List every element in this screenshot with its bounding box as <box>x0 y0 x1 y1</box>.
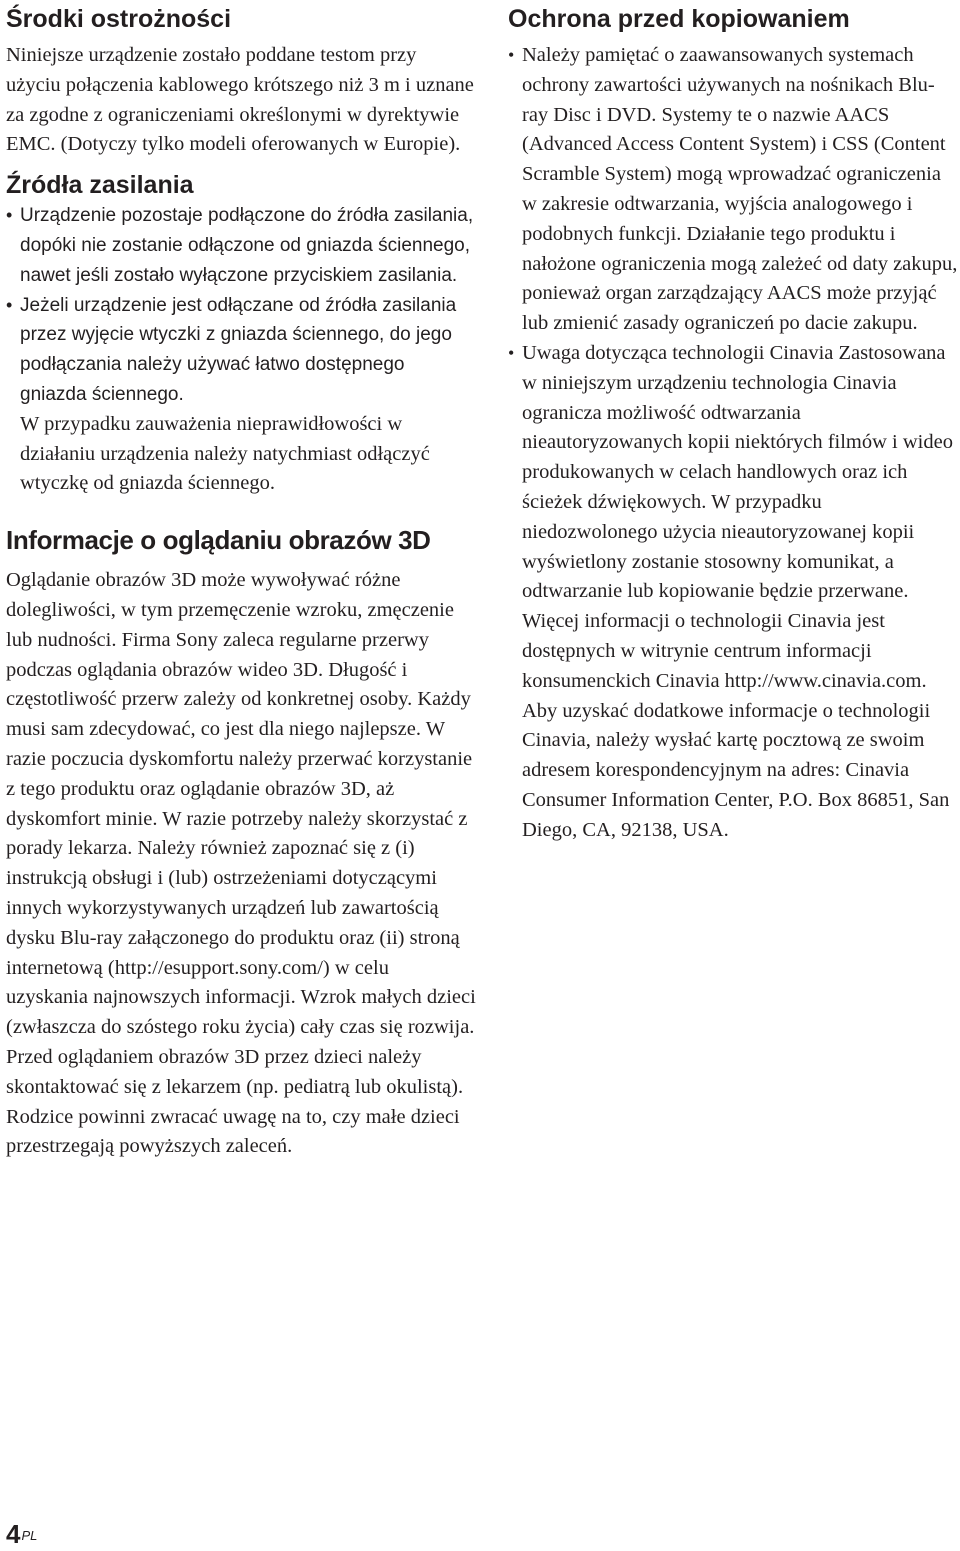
3d-viewing-text: Oglądanie obrazów 3D może wywoływać różne dolegliwości, w tym przemęczenie wzroku, zmęczenie lub nudności. Firma Sony zaleca regularne przerwy podczas oglądania obrazów wideo 3D. Długość i częstotliwość przerw zależy od konkretnej osoby. Każdy musi sam zdecydować, co jest dla niego najlepsze. W razie poczucia dyskomfortu należy przerwać korzystanie z tego produktu oraz oglądanie obrazów 3D, aż dyskomfort minie. W razie potrzeby należy skorzystać z porady lekarza. Należy również zapoznać się z (i) instrukcją obsługi i (lub) ostrzeżeniami dotyczącymi innych wykorzystywanych urządzeń lub zawartością dysku Blu-ray załączonego do produktu oraz (ii) stroną internetową (http://esupport.sony.com/) w celu uzyskania najnowszych informacji. Wzrok małych dzieci (zwłaszcza do szóstego roku życia) cały czas się rozwija. Przed oglądaniem obrazów 3D przez dzieci należy skontaktować się z lekarzem (np. pediatrą lub okulistą). Rodzice powinni zwracać uwagę na to, czy małe dzieci przestrzegają powyższych zaleceń. <box>6 569 476 1158</box>
list-item: • Jeżeli urządzenie jest odłączane od źródła zasilania przez wyjęcie wtyczki z gniazda ściennego, do jego podłączania należy używać łatwo dostępnego gniazda ściennego. <box>6 291 476 410</box>
power-sources-note: W przypadku zauważenia nieprawidłowości w działaniu urządzenia należy natychmiast odłączyć wtyczkę od gniazda ściennego. <box>20 412 430 495</box>
precautions-text: Niniejsze urządzenie zostało poddane testom przy użyciu połączenia kablowego krótszego niż 3 m i uznane za zgodne z ograniczeniami określonymi w dyrektywie EMC. (Dotyczy tylko modeli oferowanych w Europie). <box>6 44 474 156</box>
left-column <box>6 0 476 1162</box>
list-item: • Należy pamiętać o zaawansowanych systemach ochrony zawartości używanych na nośnikach Blu-ray Disc i DVD. Systemy te o nazwie AACS (Advanced Access Content System) i CSS (Content Scramble System) mogą wprowadzać ograniczenia w zakresie odtwarzania, wyjścia analogowego i podobnych funkcji. Działanie tego produktu i nałożone ograniczenia mogą zależeć od daty zakupu, ponieważ organ zarządzający AACS może przyjąć lub zmienić zasady ograniczeń po dacie zakupu. <box>508 41 958 339</box>
page-number <box>6 1520 37 1548</box>
cinavia-info-text: Więcej informacji o technologii Cinavia jest dostępnych w witrynie centrum informacji konsumenckich Cinavia http://www.cinavia.com. Aby uzyskać dodatkowe informacje o technologii Cinavia, należy wysłać kartę pocztową ze swoim adresem korespondencyjnym na adres: Cinavia Consumer Information Center, P.O. Box 86851, San Diego, CA, 92138, USA. <box>522 610 950 841</box>
copy-protection-list <box>508 41 958 607</box>
list-item: • Urządzenie pozostaje podłączone do źródła zasilania, dopóki nie zostanie odłączone od gniazda ściennego, nawet jeśli zostało wyłączone przyciskiem zasilania. <box>6 201 476 290</box>
section-title-3d-viewing: Informacje o oglądaniu obrazów 3D <box>6 525 431 556</box>
power-sources-list <box>6 201 476 410</box>
section-title-power-sources: Źródła zasilania <box>6 171 194 200</box>
page-number-value: 4 <box>6 1519 21 1549</box>
language-code: PL <box>21 1528 38 1543</box>
list-item: • Uwaga dotycząca technologii Cinavia Zastosowana w niniejszym urządzeniu technologia Cinavia ogranicza możliwość odtwarzania nieautoryzowanych kopii niektórych filmów i wideo produkowanych w celach handlowych oraz ich ścieżek dźwiękowych. W przypadku niedozwolonego użycia nieautoryzowanej kopii wyświetlony zostanie stosowny komunikat, a odtwarzanie lub kopiowanie będzie przerwane. <box>508 339 958 607</box>
right-column <box>508 0 958 846</box>
section-title-precautions: Środki ostrożności <box>6 5 232 33</box>
section-title-copy-protection: Ochrona przed kopiowaniem <box>508 5 850 33</box>
